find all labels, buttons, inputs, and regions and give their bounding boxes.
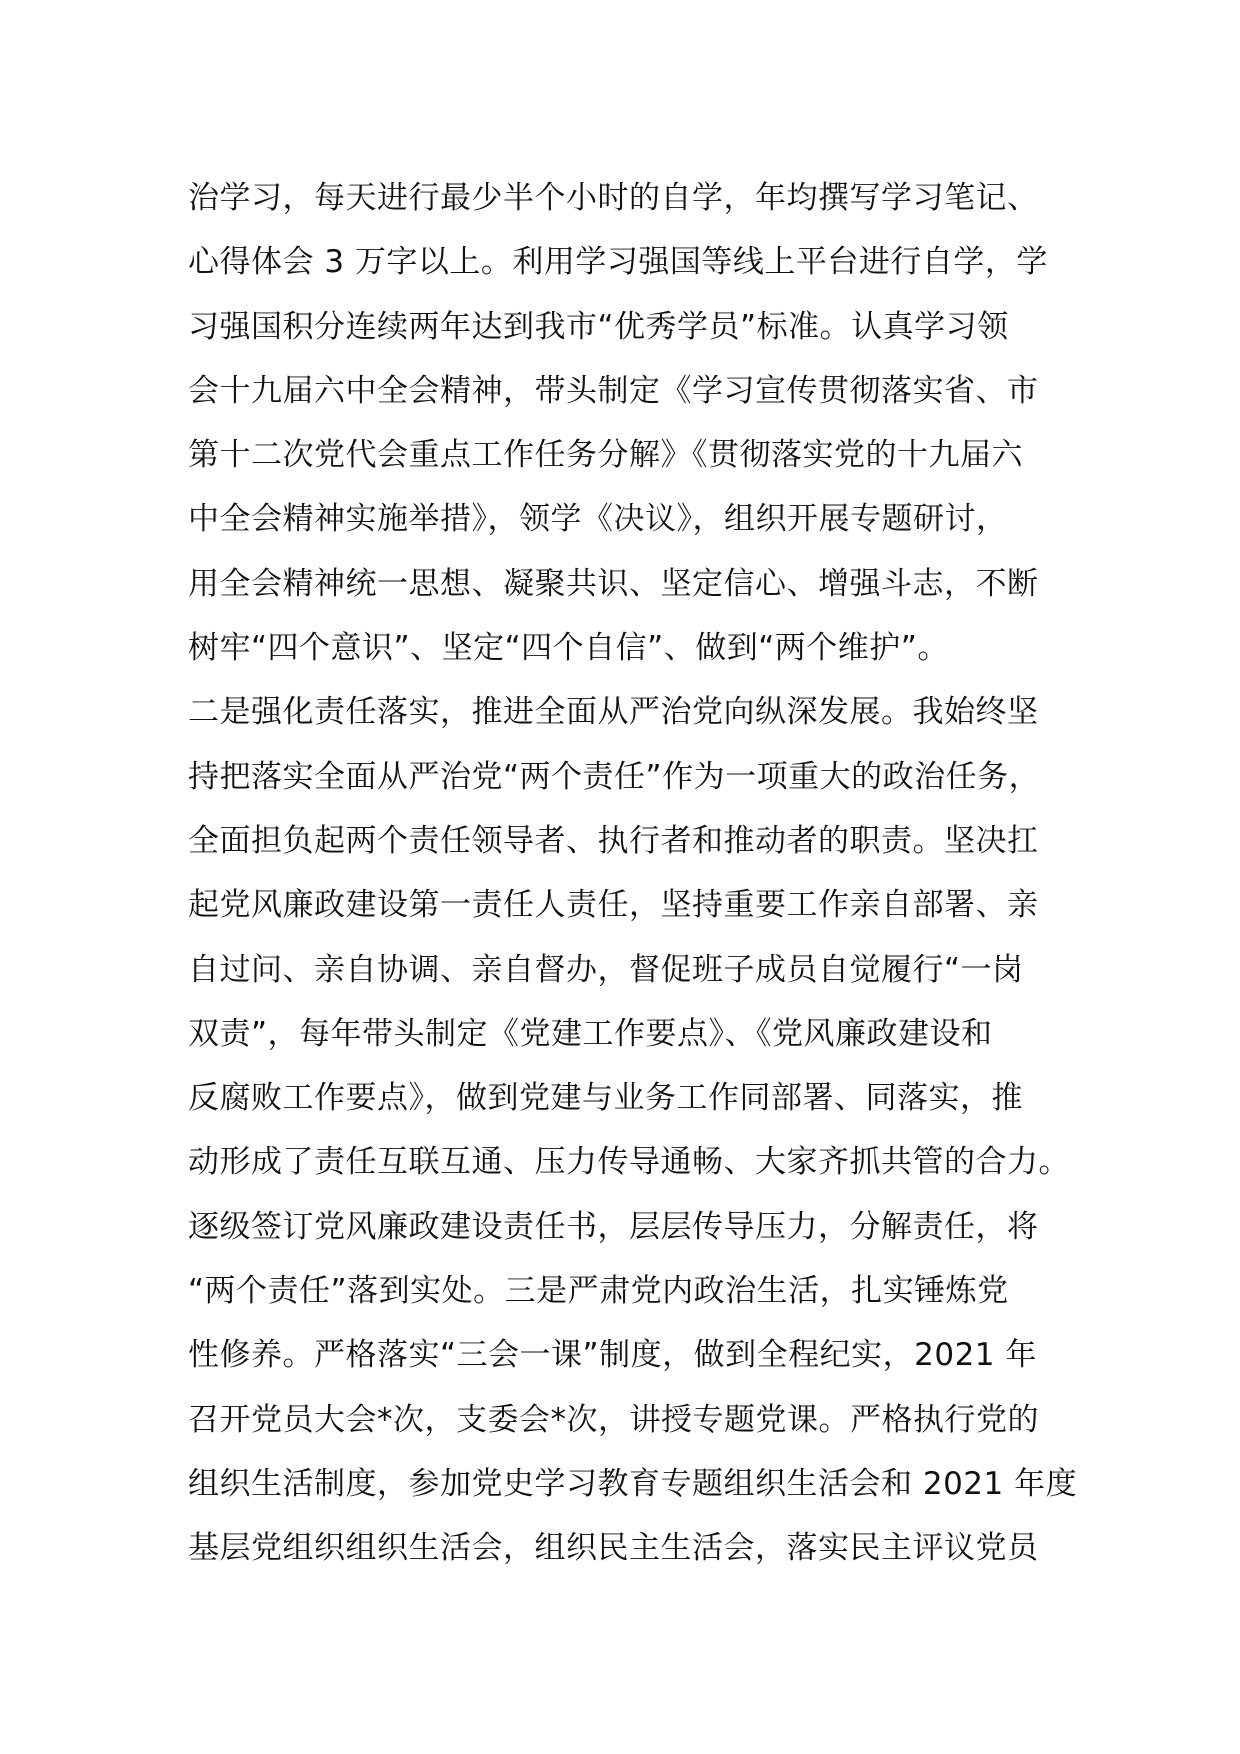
text-line-12: 起党风廉政建设第一责任人责任，坚持重要工作亲自部署、亲	[188, 887, 1039, 924]
text-line-5: 第十二次党代会重点工作任务分解》《贯彻落实党的十九届六	[188, 437, 1023, 474]
text-line-19: 性修养。严格落实“三会一课”制度，做到全程纪实，2021 年	[188, 1337, 1037, 1374]
text-line-15: 反腐败工作要点》，做到党建与业务工作同部署、同落实，推	[188, 1080, 1023, 1117]
text-line-16: 动形成了责任互联互通、压力传导通畅、大家齐抓共管的合力。	[188, 1144, 1070, 1181]
text-line-9: 二是强化责任落实，推进全面从严治党向纵深发展。我始终坚	[188, 694, 1039, 731]
text-line-22: 基层党组织组织生活会，组织民主生活会，落实民主评议党员	[188, 1530, 1039, 1567]
body-text	[188, 166, 1088, 1581]
text-line-13: 自过问、亲自协调、亲自督办，督促班子成员自觉履行“一岗	[188, 951, 1024, 988]
text-line-7: 用全会精神统一思想、凝聚共识、坚定信心、增强斗志，不断	[188, 565, 1039, 602]
text-line-2: 心得体会 3 万字以上。利用学习强国等线上平台进行自学，学	[188, 244, 1048, 281]
text-line-4: 会十九届六中全会精神，带头制定《学习宣传贯彻落实省、市	[188, 372, 1039, 409]
text-line-14: 双责”，每年带头制定《党建工作要点》、《党风廉政建设和	[188, 1015, 993, 1052]
text-line-21: 组织生活制度，参加党史学习教育专题组织生活会和 2021 年度	[188, 1465, 1078, 1502]
text-line-18: “两个责任”落到实处。三是严肃党内政治生活，扎实锤炼党	[188, 1273, 1009, 1310]
text-line-3: 习强国积分连续两年达到我市“优秀学员”标准。认真学习领	[188, 308, 1009, 345]
text-line-1: 治学习，每天进行最少半个小时的自学，年均撰写学习笔记、	[188, 180, 1039, 216]
text-line-6: 中全会精神实施举措》，领学《决议》，组织开展专题研讨，	[188, 501, 1008, 538]
text-line-17: 逐级签订党风廉政建设责任书，层层传导压力，分解责任，将	[188, 1208, 1039, 1245]
text-line-11: 全面担负起两个责任领导者、执行者和推动者的职责。坚决扛	[188, 822, 1039, 859]
text-line-8: 树牢“四个意识”、坚定“四个自信”、做到“两个维护”。	[188, 630, 949, 667]
text-line-20: 召开党员大会*次，支委会*次，讲授专题党课。严格执行党的	[188, 1401, 1039, 1438]
text-line-10: 持把落实全面从严治党“两个责任”作为一项重大的政治任务，	[188, 758, 1041, 795]
